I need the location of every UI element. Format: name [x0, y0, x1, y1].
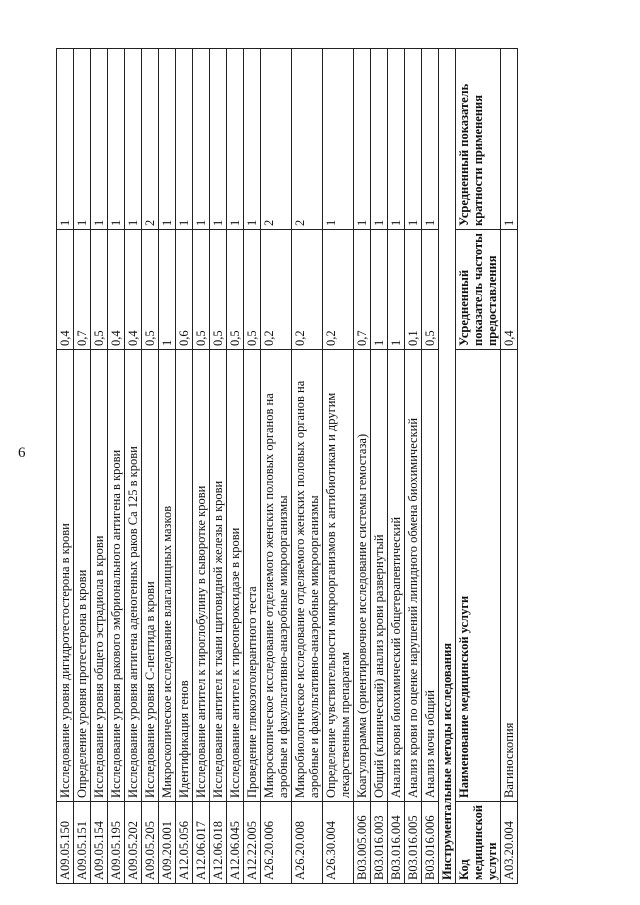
cell-mult: 1: [227, 49, 244, 230]
table-row: [91, 49, 108, 884]
cell-freq: 0,4: [108, 230, 125, 350]
cell-mult: 1: [159, 49, 176, 230]
cell-mult: 2: [261, 49, 292, 230]
cell-code: B03.016.004: [388, 802, 405, 884]
rotated-table-container: [56, 49, 588, 884]
cell-name: Исследование уровня С-пептида в крови: [142, 350, 159, 802]
cell-mult: 1: [244, 49, 261, 230]
header-mult: Усредненный показатель кратности применения: [456, 49, 501, 230]
cell-name: Вагиноскопия: [501, 350, 518, 802]
table-row: [354, 49, 371, 884]
cell-name: Анализ мочи общий: [422, 350, 439, 802]
table-row: [57, 49, 74, 884]
table-row: [176, 49, 193, 884]
table-row: [108, 49, 125, 884]
cell-code: A09.05.195: [108, 802, 125, 884]
cell-name: Проведение глюкозотолерантного теста: [244, 350, 261, 802]
cell-freq: 0,5: [91, 230, 108, 350]
cell-freq: 0,7: [74, 230, 91, 350]
table-row: [405, 49, 422, 884]
cell-name: Исследование уровня ракового эмбрионального антигена в крови: [108, 350, 125, 802]
table-row: [323, 49, 354, 884]
cell-freq: 0,5: [422, 230, 439, 350]
cell-mult: 1: [176, 49, 193, 230]
cell-code: A26.20.008: [292, 802, 323, 884]
cell-code: A12.06.017: [193, 802, 210, 884]
table-row: [159, 49, 176, 884]
cell-code: A12.06.045: [227, 802, 244, 884]
cell-freq: 0,5: [142, 230, 159, 350]
cell-code: A12.05.056: [176, 802, 193, 884]
cell-freq: 0,5: [210, 230, 227, 350]
cell-freq: 0,4: [57, 230, 74, 350]
cell-name: Определение чувствительности микроорганизмов к антибиотикам и другим лекарственным препаратам: [323, 350, 354, 802]
cell-freq: 0,5: [244, 230, 261, 350]
cell-name: Исследование антител к тиреопероксидазе в крови: [227, 350, 244, 802]
cell-mult: 1: [125, 49, 142, 230]
cell-freq: 0,5: [227, 230, 244, 350]
cell-mult: 2: [292, 49, 323, 230]
cell-code: B03.016.006: [422, 802, 439, 884]
cell-mult: 1: [388, 49, 405, 230]
cell-code: B03.016.005: [405, 802, 422, 884]
cell-mult: 1: [74, 49, 91, 230]
cell-mult: 1: [371, 49, 388, 230]
cell-code: A26.20.006: [261, 802, 292, 884]
lab-rows: [57, 49, 439, 884]
header-row: [456, 49, 501, 884]
services-table: [56, 48, 518, 884]
cell-name: Анализ крови по оценке нарушений липидного обмена биохимический: [405, 350, 422, 802]
table-row: [227, 49, 244, 884]
cell-freq: 0,2: [261, 230, 292, 350]
cell-mult: 1: [354, 49, 371, 230]
cell-freq: 0,6: [176, 230, 193, 350]
cell-name: Определение уровня протестерона в крови: [74, 350, 91, 802]
cell-code: B03.005.006: [354, 802, 371, 884]
cell-mult: 1: [57, 49, 74, 230]
cell-code: A09.05.150: [57, 802, 74, 884]
cell-mult: 1: [501, 49, 518, 230]
cell-code: A03.20.004: [501, 802, 518, 884]
instrumental-rows: [501, 49, 518, 884]
table-row: [292, 49, 323, 884]
cell-name: Микробиологическое исследование отделяемого женских половых органов на аэробные и факультативно-анаэробные микроорганизмы: [292, 350, 323, 802]
cell-freq: 1: [388, 230, 405, 350]
table-row: [74, 49, 91, 884]
cell-mult: 1: [323, 49, 354, 230]
cell-freq: 0,1: [405, 230, 422, 350]
cell-name: Исследование уровня антигена аденогенных раков Ca 125 в крови: [125, 350, 142, 802]
table-row: [261, 49, 292, 884]
page-number: 6: [18, 445, 26, 461]
cell-freq: 1: [159, 230, 176, 350]
table-row: [388, 49, 405, 884]
cell-name: Идентификация генов: [176, 350, 193, 802]
cell-name: Исследование уровня дигидротестостерона в крови: [57, 350, 74, 802]
cell-name: Общий (клинический) анализ крови развернутый: [371, 350, 388, 802]
cell-code: A09.05.151: [74, 802, 91, 884]
cell-freq: 0,5: [193, 230, 210, 350]
cell-name: Коагулограмма (ориентировочное исследование системы гемостаза): [354, 350, 371, 802]
cell-name: Микроскопическое исследование влагалищных мазков: [159, 350, 176, 802]
table-row: [210, 49, 227, 884]
cell-mult: 1: [210, 49, 227, 230]
cell-name: Исследование уровня общего эстрадиола в крови: [91, 350, 108, 802]
section-row: [439, 49, 456, 884]
cell-mult: 2: [142, 49, 159, 230]
section-title: Инструментальные методы исследования: [439, 49, 456, 884]
table-row: [193, 49, 210, 884]
table-row: [371, 49, 388, 884]
cell-code: A09.05.202: [125, 802, 142, 884]
cell-code: A26.30.004: [323, 802, 354, 884]
cell-mult: 1: [422, 49, 439, 230]
cell-freq: 0,7: [354, 230, 371, 350]
header-code: Код медицинской услуги: [456, 802, 501, 884]
table-row: [501, 49, 518, 884]
cell-freq: 0,4: [125, 230, 142, 350]
cell-mult: 1: [193, 49, 210, 230]
cell-code: B03.016.003: [371, 802, 388, 884]
cell-freq: 1: [371, 230, 388, 350]
header-freq: Усредненный показатель частоты предоставления: [456, 230, 501, 350]
cell-name: Анализ крови биохимический общетерапевтический: [388, 350, 405, 802]
cell-name: Исследование антител к тироглобулину в сыворотке крови: [193, 350, 210, 802]
cell-code: A09.05.154: [91, 802, 108, 884]
cell-code: A09.20.001: [159, 802, 176, 884]
cell-name: Микроскопическое исследование отделяемого женских половых органов на аэробные и факультативно-анаэробные микроорганизмы: [261, 350, 292, 802]
cell-name: Исследование антител к ткани щитовидной железы в крови: [210, 350, 227, 802]
cell-mult: 1: [91, 49, 108, 230]
table-row: [142, 49, 159, 884]
cell-code: A12.06.018: [210, 802, 227, 884]
table-row: [244, 49, 261, 884]
cell-code: A09.05.205: [142, 802, 159, 884]
cell-code: A12.22.005: [244, 802, 261, 884]
cell-freq: 0,2: [323, 230, 354, 350]
cell-mult: 1: [108, 49, 125, 230]
table-row: [422, 49, 439, 884]
header-name: Наименование медицинской услуги: [456, 350, 501, 802]
cell-freq: 0,4: [501, 230, 518, 350]
cell-mult: 1: [405, 49, 422, 230]
cell-freq: 0,2: [292, 230, 323, 350]
table-row: [125, 49, 142, 884]
